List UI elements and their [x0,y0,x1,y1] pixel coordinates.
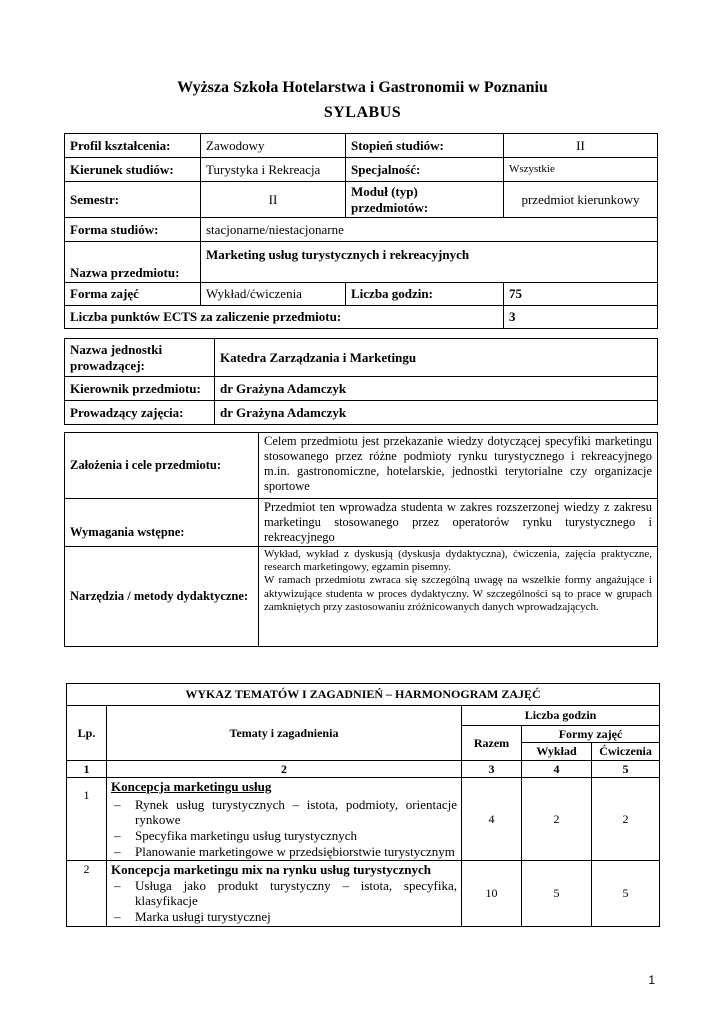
degree-label: Stopień studiów: [346,134,504,158]
row-lp: 2 [67,861,107,926]
hours-value: 75 [504,283,658,306]
requirements-text: Przedmiot ten wprowadza studenta w zakres rozszerzonej wiedzy z zakresu marketingu stosowanego przez operatorów rynku turystycznego i rekreacyjnego [259,499,658,547]
specialty-label: Specjalność: [346,158,504,182]
row-exercises: 2 [592,778,660,861]
list-item: – Usługa jako produkt turystyczny – istota, specyfika, klasyfikacje [111,878,457,909]
methods-label: Narzędzia / metody dydaktyczne: [65,547,259,647]
study-form-value: stacjonarne/niestacjonarne [201,218,658,242]
degree-value: II [504,134,658,158]
class-form-label: Forma zajęć [65,283,201,306]
col-hours-header: Liczba godzin [462,706,660,726]
list-item: – Planowanie marketingowe w przedsiębiorstwie turystycznym [111,844,457,860]
ects-label: Liczba punktów ECTS za zaliczenie przedmiotu: [65,306,504,329]
field-value: Turystyka i Rekreacja [201,158,346,182]
col-exercises-header: Ćwiczenia [592,743,660,760]
col-number: 2 [107,760,462,777]
topic-title: Koncepcja marketingu usług [111,779,272,795]
topic-title: Koncepcja marketingu mix na rynku usług turystycznych [111,862,431,878]
col-lp-header: Lp. [67,706,107,761]
col-forms-header: Formy zajęć [522,726,660,743]
row-total: 10 [462,861,522,926]
topic-list [111,797,457,859]
study-form-label: Forma studiów: [65,218,201,242]
subject-label: Nazwa przedmiotu: [65,242,201,283]
row-total: 4 [462,778,522,861]
col-total-header: Razem [462,726,522,761]
course-info-table [64,133,658,329]
semester-label: Semestr: [65,182,201,218]
list-item: – Rynek usług turystycznych – istota, podmioty, orientacje rynkowe [111,797,457,828]
table-row [67,778,660,861]
head-value: dr Grażyna Adamczyk [215,377,658,401]
table-row [67,861,660,926]
module-value: przedmiot kierunkowy [504,182,658,218]
list-item: – Specyfika marketingu usług turystycznych [111,828,457,844]
schedule-table [66,683,660,927]
field-label: Kierunek studiów: [65,158,201,182]
row-topics [107,778,462,861]
subject-value: Marketing usług turystycznych i rekreacyjnych [201,242,658,283]
list-item: – Marka usługi turystycznej [111,909,457,925]
page-number: 1 [648,973,655,987]
methods-text-1: Wykład, wykład z dyskusją (dyskusja dydaktyczna), ćwiczenia, zajęcia praktyczne, research marketingowy, egzamin pisemny. [264,548,652,574]
row-lecture: 5 [522,861,592,926]
hours-label: Liczba godzin: [346,283,504,306]
topic-list [111,878,457,925]
row-lecture: 2 [522,778,592,861]
document-title: SYLABUS [323,104,402,121]
col-number: 5 [592,760,660,777]
goals-label: Założenia i cele przedmiotu: [65,433,259,499]
col-lecture-header: Wykład [522,743,592,760]
row-topics [107,861,462,926]
col-topics-header: Tematy i zagadnienia [107,706,462,761]
specialty-value: Wszystkie [504,158,658,182]
methods-text-2: W ramach przedmiotu zwraca się szczególną uwagę na wszelkie formy angażujące i aktywizujące studenta w proces dydaktyczny. W szczególności są to prace w grupach zamkniętych przy zastosowaniu zróżnicowanych danych wprowadzających. [264,574,652,613]
profile-value: Zawodowy [201,134,346,158]
unit-info-table [64,338,658,425]
teacher-label: Prowadzący zajęcia: [65,401,215,425]
institution-title: Wyższa Szkoła Hotelarstwa i Gastronomii w Poznaniu [177,79,548,96]
schedule-title: WYKAZ TEMATÓW I ZAGADNIEŃ – HARMONOGRAM ZAJĘĆ [67,684,660,706]
col-number: 4 [522,760,592,777]
unit-label: Nazwa jednostki prowadzącej: [65,339,215,377]
module-label: Moduł (typ) przedmiotów: [346,182,504,218]
unit-value: Katedra Zarządzania i Marketingu [215,339,658,377]
row-exercises: 5 [592,861,660,926]
goals-text: Celem przedmiotu jest przekazanie wiedzy dotyczącej specyfiki marketingu stosowanego przez różne podmioty rynku turystycznego i rekreacyjnego m.in. gastronomiczne, hotelarskie, jednostki terytorialne czy organizacje sportowe [259,433,658,499]
goals-table [64,432,658,647]
class-form-value: Wykład/ćwiczenia [201,283,346,306]
teacher-value: dr Grażyna Adamczyk [215,401,658,425]
requirements-label: Wymagania wstępne: [65,499,259,547]
row-lp: 1 [67,778,107,861]
methods-text [259,547,658,647]
semester-value: II [201,182,346,218]
profile-label: Profil kształcenia: [65,134,201,158]
col-number: 3 [462,760,522,777]
col-number: 1 [67,760,107,777]
head-label: Kierownik przedmiotu: [65,377,215,401]
ects-value: 3 [504,306,658,329]
